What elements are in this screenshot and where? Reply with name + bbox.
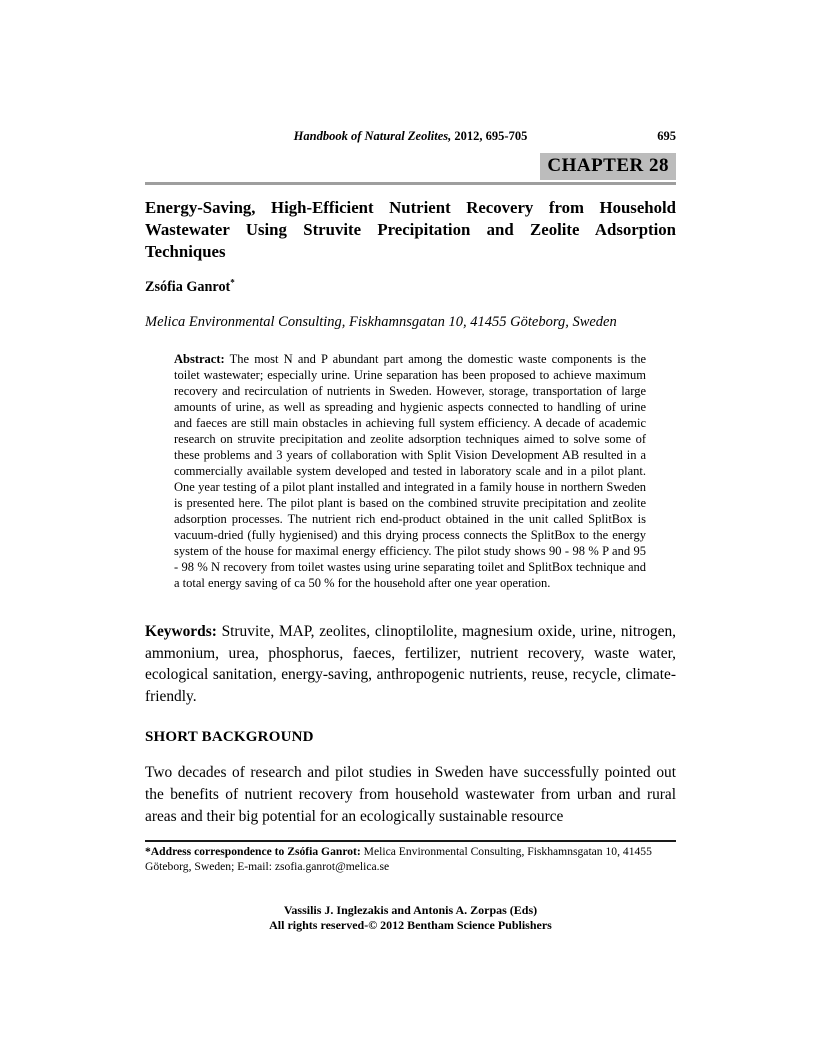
footer-editors: Vassilis J. Inglezakis and Antonis A. Zorpas (Eds) [283,903,538,917]
footnote-label: *Address correspondence to Zsófia Ganrot: [145,845,361,858]
chapter-badge: CHAPTER 28 [540,153,676,180]
body-paragraph: Two decades of research and pilot studies in Sweden have successfully pointed out the benefits of nutrient recovery from household wastewater from urban and rural areas and their big potential for an ecologically sustainable resource [145,764,676,825]
abstract-label: Abstract: [174,352,225,366]
section-heading: SHORT BACKGROUND [145,729,314,745]
author-footnote-marker: * [230,277,235,288]
running-head-title [145,129,676,144]
running-head [145,129,676,147]
keywords-label: Keywords: [145,623,217,640]
article-title: Energy-Saving, High-Efficient Nutrient Recovery from Household Wastewater Using Struvite Precipitation and Zeolite Adsorption Techniques [145,198,676,261]
author-name: Zsófia Ganrot [145,279,231,295]
author-line [145,279,676,296]
header-divider [145,182,676,185]
text-column [145,0,676,1056]
footer-copyright: All rights reserved-© 2012 Bentham Science Publishers [269,918,552,933]
page-number: 695 [657,129,676,143]
footnote-divider [145,840,676,842]
keywords-text: Struvite, MAP, zeolites, clinoptilolite, magnesium oxide, urine, nitrogen, ammonium, urea, phosphorus, faeces, fertilizer, nutrient recovery, waste water, ecological sanitation, energy-saving, anthropogenic nutrients, reuse, recycle, climate-friendly. [145,623,676,706]
footer-credits [145,903,676,934]
abstract-block [174,351,646,591]
journal-title: Handbook of Natural Zeolites, [293,129,452,143]
abstract-text: The most N and P abundant part among the domestic waste components is the toilet wastewater; especially urine. Urine separation has been proposed to achieve maximum recovery and recirculation of nutrients in Sweden. However, storage, transportation of large amounts of urine, as well as spreading and hygienic aspects connected to handling of urine and faeces are still main obstacles in achieving full system efficiency. A decade of academic research on struvite precipitation and zeolite adsorption techniques aimed to solve some of these problems and 3 years of collaboration with Split Vision Development AB resulted in a commercially available system developed and tested in laboratory scale and in a pilot plant. One year testing of a pilot plant installed and integrated in a family house in northern Sweden is presented here. The pilot plant is based on the combined struvite precipitation and zeolite adsorption processes. The nutrient rich end-product obtained in the unit called SplitBox is vacuum-dried (fully hygienised) and this drying process connects the SplitBox to the energy system of the house for maximal energy efficiency. The pilot study shows 90 - 98 % P and 95 - 98 % N recovery from toilet wastes using urine separating toilet and SplitBox technique and a total energy saving of ca 50 % for the household after one year operation. [174,352,646,590]
author-affiliation: Melica Environmental Consulting, Fiskhamnsgatan 10, 41455 Göteborg, Sweden [145,314,617,330]
journal-issue-pages: 2012, 695-705 [451,129,528,143]
keywords-block [145,621,676,708]
correspondence-footnote [145,845,676,875]
footnote-text: Melica Environmental Consulting, Fiskhamnsgatan 10, 41455 Göteborg, Sweden; E-mail: zsofia.ganrot@melica.se [145,845,652,873]
